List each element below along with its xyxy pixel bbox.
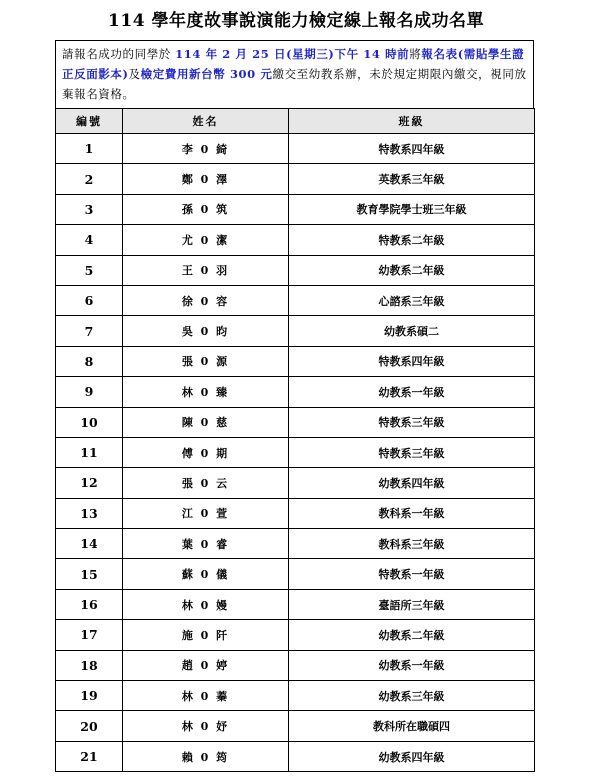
notice-box <box>55 40 534 108</box>
table-row <box>56 134 535 164</box>
row-number: 1 <box>56 134 123 164</box>
header-number: 編號 <box>56 109 123 134</box>
row-number: 5 <box>56 255 123 285</box>
row-number: 18 <box>56 650 123 680</box>
row-number: 9 <box>56 377 123 407</box>
row-number: 17 <box>56 620 123 650</box>
notice-text-2: 將 <box>409 47 422 61</box>
row-name: 陳 0 慈 <box>123 407 289 437</box>
row-class: 教科所在職碩四 <box>289 711 535 741</box>
table-row <box>56 559 535 589</box>
table-row <box>56 164 535 194</box>
table-row <box>56 741 535 771</box>
table-row <box>56 529 535 559</box>
table-row <box>56 285 535 315</box>
row-name: 尤 0 潔 <box>123 225 289 255</box>
row-class: 幼教系四年級 <box>289 468 535 498</box>
row-name: 徐 0 容 <box>123 285 289 315</box>
table-row <box>56 407 535 437</box>
table-row <box>56 437 535 467</box>
row-name: 李 0 綺 <box>123 134 289 164</box>
row-number: 8 <box>56 346 123 376</box>
row-name: 林 0 嫚 <box>123 589 289 619</box>
row-name: 張 0 源 <box>123 346 289 376</box>
row-class: 幼教系二年級 <box>289 255 535 285</box>
row-number: 14 <box>56 529 123 559</box>
table-row <box>56 194 535 224</box>
table-row <box>56 255 535 285</box>
table-row <box>56 650 535 680</box>
table-row <box>56 346 535 376</box>
row-class: 特教系二年級 <box>289 225 535 255</box>
table-row <box>56 468 535 498</box>
row-class: 教育學院學士班三年級 <box>289 194 535 224</box>
row-number: 21 <box>56 741 123 771</box>
row-number: 16 <box>56 589 123 619</box>
row-name: 張 0 云 <box>123 468 289 498</box>
row-name: 蘇 0 儀 <box>123 559 289 589</box>
row-number: 11 <box>56 437 123 467</box>
row-name: 林 0 蓁 <box>123 681 289 711</box>
page-title: 114 學年度故事說演能力檢定線上報名成功名單 <box>108 11 484 31</box>
row-class: 心諮系三年級 <box>289 285 535 315</box>
table-row <box>56 620 535 650</box>
notice-deadline: 114 年 2 月 25 日(星期三)下午 14 時前 <box>175 47 410 61</box>
row-number: 15 <box>56 559 123 589</box>
row-name: 賴 0 筠 <box>123 741 289 771</box>
row-name: 施 0 阡 <box>123 620 289 650</box>
row-number: 12 <box>56 468 123 498</box>
applicant-table <box>55 108 535 772</box>
row-number: 6 <box>56 285 123 315</box>
row-number: 4 <box>56 225 123 255</box>
row-class: 教科系三年級 <box>289 529 535 559</box>
table-row <box>56 681 535 711</box>
row-number: 2 <box>56 164 123 194</box>
row-class: 特教系四年級 <box>289 134 535 164</box>
row-name: 林 0 妤 <box>123 711 289 741</box>
row-class: 英教系三年級 <box>289 164 535 194</box>
row-name: 林 0 臻 <box>123 377 289 407</box>
row-class: 幼教系三年級 <box>289 681 535 711</box>
table-row <box>56 711 535 741</box>
row-name: 趙 0 婷 <box>123 650 289 680</box>
row-number: 13 <box>56 498 123 528</box>
header-name: 姓名 <box>123 109 289 134</box>
notice-text-3: 及 <box>128 67 141 81</box>
table-row <box>56 316 535 346</box>
notice-text-4: 繳交至幼教系辦，未於規定期限內繳交，視同放棄報名資格。 <box>62 67 527 101</box>
notice-form-requirement: 報名表(需貼學生證正反面影本) <box>62 47 525 81</box>
row-number: 19 <box>56 681 123 711</box>
row-class: 幼教系四年級 <box>289 741 535 771</box>
row-class: 幼教系一年級 <box>289 650 535 680</box>
table-header-row <box>56 109 535 134</box>
row-class: 幼教系碩二 <box>289 316 535 346</box>
notice-text-1: 請報名成功的同學於 <box>62 47 176 61</box>
table-row <box>56 377 535 407</box>
row-name: 傅 0 期 <box>123 437 289 467</box>
row-class: 幼教系一年級 <box>289 377 535 407</box>
row-class: 臺語所三年級 <box>289 589 535 619</box>
row-number: 10 <box>56 407 123 437</box>
row-class: 特教系四年級 <box>289 346 535 376</box>
row-class: 特教系三年級 <box>289 407 535 437</box>
registration-list <box>55 40 534 772</box>
table-row <box>56 498 535 528</box>
row-name: 王 0 羽 <box>123 255 289 285</box>
row-number: 20 <box>56 711 123 741</box>
row-class: 教科系一年級 <box>289 498 535 528</box>
row-name: 孫 0 筑 <box>123 194 289 224</box>
header-class: 班級 <box>289 109 535 134</box>
notice-fee: 檢定費用新台幣 300 元 <box>140 67 273 81</box>
row-name: 鄭 0 澤 <box>123 164 289 194</box>
table-row <box>56 589 535 619</box>
row-number: 3 <box>56 194 123 224</box>
row-name: 江 0 萱 <box>123 498 289 528</box>
row-number: 7 <box>56 316 123 346</box>
row-name: 吳 0 昀 <box>123 316 289 346</box>
table-row <box>56 225 535 255</box>
row-class: 幼教系二年級 <box>289 620 535 650</box>
row-class: 特教系一年級 <box>289 559 535 589</box>
row-class: 特教系三年級 <box>289 437 535 467</box>
row-name: 葉 0 睿 <box>123 529 289 559</box>
